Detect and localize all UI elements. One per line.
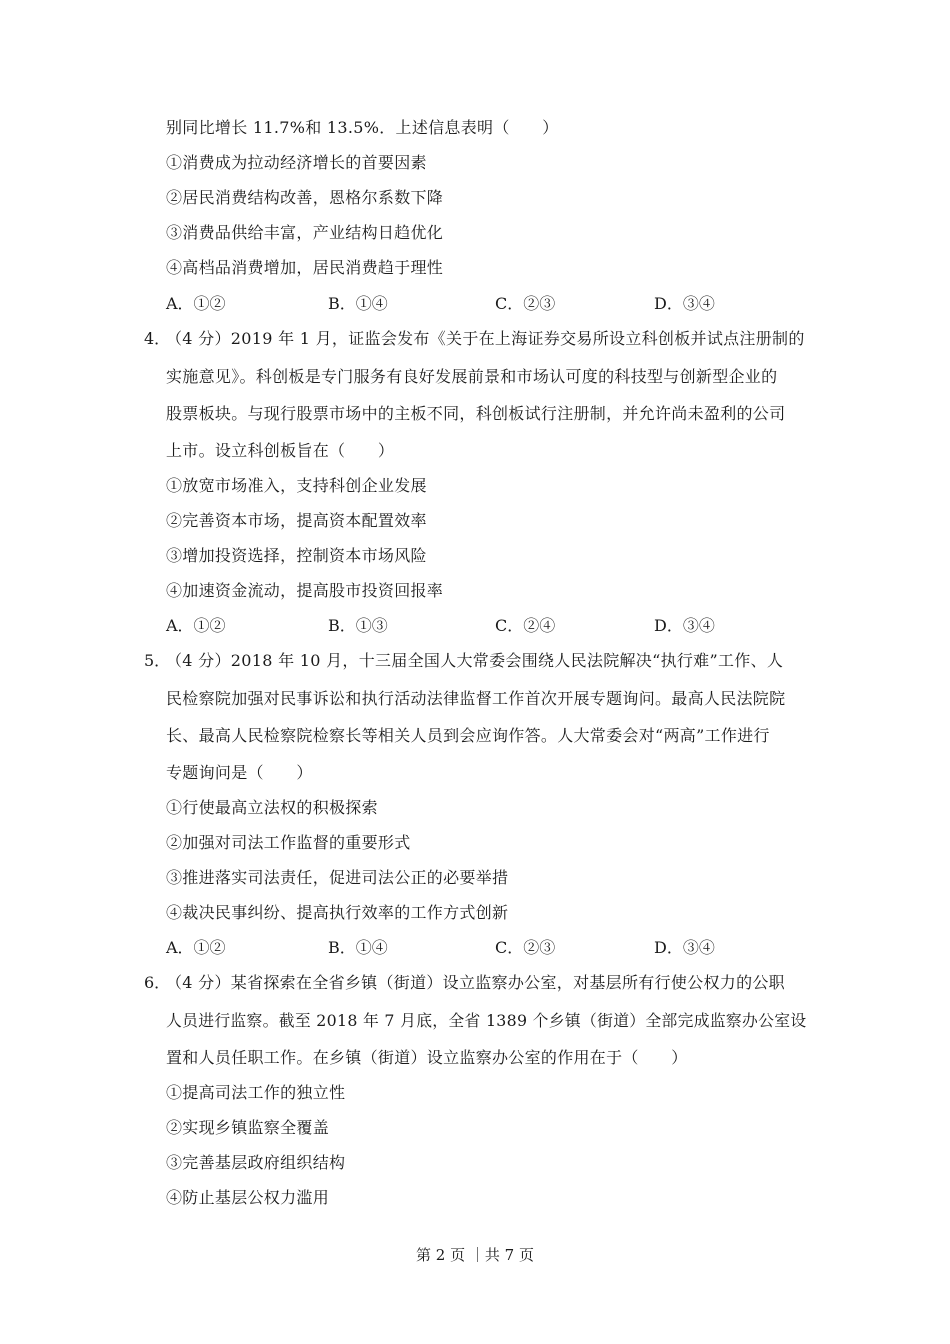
option-b: B．①③ bbox=[328, 616, 388, 635]
question-text-line: 实施意见》。科创板是专门服务有良好发展前景和市场认可度的科技型与创新型企业的 bbox=[166, 367, 778, 386]
answer-item: ②居民消费结构改善，恩格尔系数下降 bbox=[166, 188, 444, 207]
answer-item: ②加强对司法工作监督的重要形式 bbox=[166, 833, 411, 852]
answer-item: ④加速资金流动，提高股市投资回报率 bbox=[166, 581, 444, 600]
question-text-line: 专题询问是（ ） bbox=[166, 763, 313, 782]
question-text-line: （4 分）2018 年 10 月，十三届全国人大常委会围绕人民法院解决“执行难”工作、人 bbox=[166, 651, 784, 670]
option-b: B．①④ bbox=[328, 938, 388, 957]
question-text-line: 别同比增长 11.7%和 13.5%．上述信息表明（ ） bbox=[166, 118, 559, 137]
answer-item: ②完善资本市场，提高资本配置效率 bbox=[166, 511, 427, 530]
option-d: D．③④ bbox=[654, 294, 715, 313]
answer-item: ②实现乡镇监察全覆盖 bbox=[166, 1118, 330, 1137]
question-text-line: 人员进行监察。截至 2018 年 7 月底，全省 1389 个乡镇（街道）全部完成监察办公室设 bbox=[166, 1011, 807, 1030]
question-text-line: （4 分）2019 年 1 月，证监会发布《关于在上海证券交易所设立科创板并试点注册制的 bbox=[166, 329, 805, 348]
question-text-line: 上市。设立科创板旨在（ ） bbox=[166, 441, 395, 460]
page-footer: 第 2 页 ｜共 7 页 bbox=[416, 1246, 534, 1264]
answer-item: ①放宽市场准入，支持科创企业发展 bbox=[166, 476, 427, 495]
question-text-line: 长、最高人民检察院检察长等相关人员到会应询作答。人大常委会对“两高”工作进行 bbox=[166, 726, 770, 745]
option-c: C．②③ bbox=[495, 294, 556, 313]
answer-item: ④裁决民事纠纷、提高执行效率的工作方式创新 bbox=[166, 903, 509, 922]
answer-item: ①消费成为拉动经济增长的首要因素 bbox=[166, 153, 427, 172]
question-text-line: （4 分）某省探索在全省乡镇（街道）设立监察办公室，对基层所有行使公权力的公职 bbox=[166, 973, 785, 992]
answer-item: ③增加投资选择，控制资本市场风险 bbox=[166, 546, 427, 565]
option-d: D．③④ bbox=[654, 938, 715, 957]
option-d: D．③④ bbox=[654, 616, 715, 635]
question-number: 6． bbox=[144, 973, 171, 992]
answer-item: ③推进落实司法责任，促进司法公正的必要举措 bbox=[166, 868, 509, 887]
option-a: A．①② bbox=[166, 938, 226, 957]
question-text-line: 民检察院加强对民事诉讼和执行活动法律监督工作首次开展专题询问。最高人民法院院 bbox=[166, 689, 786, 708]
option-c: C．②③ bbox=[495, 938, 556, 957]
answer-item: ①行使最高立法权的积极探索 bbox=[166, 798, 378, 817]
answer-item: ③完善基层政府组织结构 bbox=[166, 1153, 346, 1172]
question-number: 5． bbox=[144, 651, 171, 670]
answer-item: ①提高司法工作的独立性 bbox=[166, 1083, 346, 1102]
option-a: A．①② bbox=[166, 616, 226, 635]
question-number: 4． bbox=[144, 329, 171, 348]
option-a: A．①② bbox=[166, 294, 226, 313]
option-b: B．①④ bbox=[328, 294, 388, 313]
answer-item: ③消费品供给丰富，产业结构日趋优化 bbox=[166, 223, 444, 242]
question-text-line: 股票板块。与现行股票市场中的主板不同，科创板试行注册制，并允许尚未盈利的公司 bbox=[166, 404, 786, 423]
answer-item: ④高档品消费增加，居民消费趋于理性 bbox=[166, 258, 444, 277]
answer-item: ④防止基层公权力滥用 bbox=[166, 1188, 330, 1207]
question-text-line: 置和人员任职工作。在乡镇（街道）设立监察办公室的作用在于（ ） bbox=[166, 1048, 688, 1067]
option-c: C．②④ bbox=[495, 616, 556, 635]
